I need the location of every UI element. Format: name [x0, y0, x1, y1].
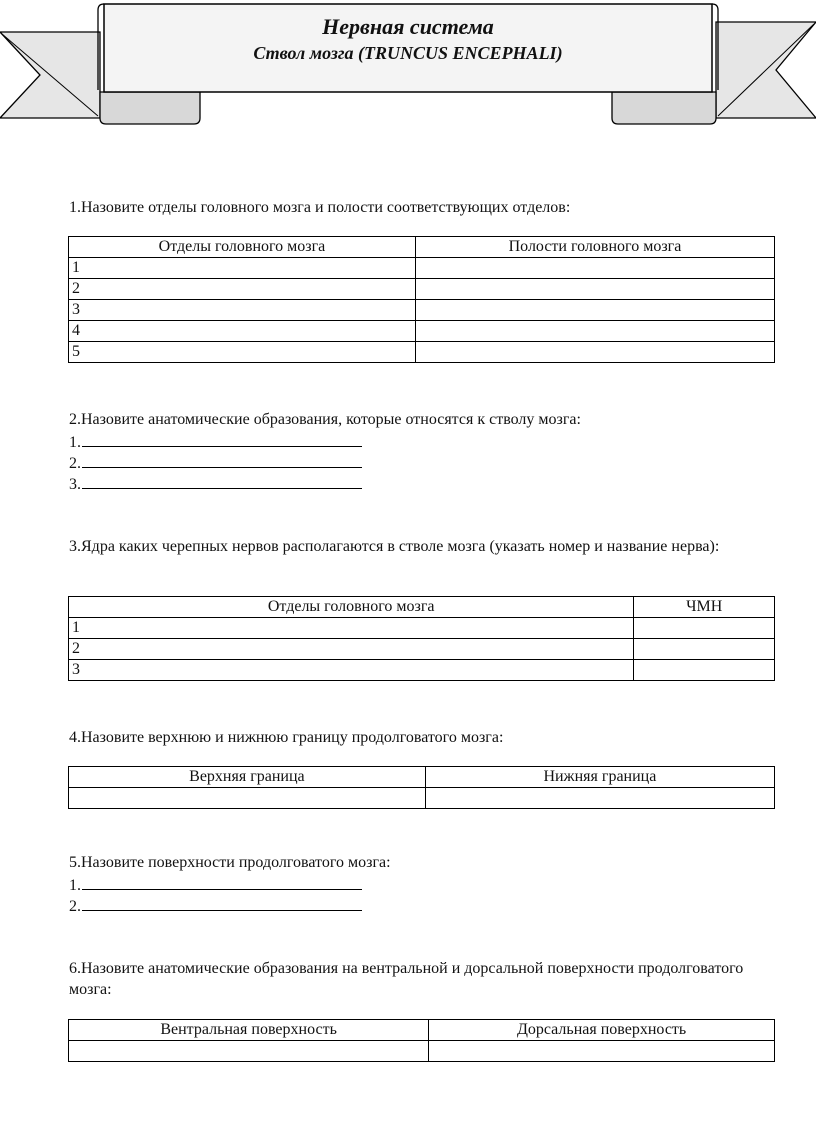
answer-cell[interactable] — [429, 1041, 775, 1062]
line-number: 1. — [69, 434, 81, 451]
page-title: Нервная система — [322, 14, 494, 39]
table-row — [69, 639, 775, 660]
answer-cell[interactable] — [69, 788, 426, 809]
table-header: Отделы головного мозга — [69, 237, 416, 258]
blank-line[interactable] — [82, 895, 362, 911]
table-row — [69, 1041, 775, 1062]
table-q6 — [68, 1019, 775, 1062]
table-header: Отделы головного мозга — [69, 597, 634, 618]
table-row — [69, 300, 775, 321]
question-6: 6.Назовите анатомические образования на вентральной и дорсальной поверхности продолговатого мозга: — [69, 960, 744, 998]
table-row — [69, 321, 775, 342]
answer-cell[interactable] — [425, 788, 774, 809]
row-number: 3 — [69, 660, 634, 681]
line-number: 2. — [69, 455, 81, 472]
question-4: 4.Назовите верхнюю и нижнюю границу продолговатого мозга: — [69, 729, 504, 746]
table-q3 — [68, 596, 775, 681]
answer-cell[interactable] — [634, 660, 775, 681]
answer-line[interactable] — [69, 473, 362, 495]
table-row — [69, 279, 775, 300]
blank-line[interactable] — [82, 473, 362, 489]
answer-cell[interactable] — [415, 279, 774, 300]
table-row — [69, 618, 775, 639]
answer-line[interactable] — [69, 431, 362, 453]
question-2: 2.Назовите анатомические образования, которые относятся к стволу мозга: — [69, 411, 581, 428]
blank-line[interactable] — [82, 452, 362, 468]
table-row — [69, 342, 775, 363]
row-number: 2 — [69, 279, 416, 300]
table-header: Вентральная поверхность — [69, 1020, 429, 1041]
answer-cell[interactable] — [415, 300, 774, 321]
question-5: 5.Назовите поверхности продолговатого мозга: — [69, 854, 391, 871]
table-header: Верхняя граница — [69, 767, 426, 788]
answer-line[interactable] — [69, 895, 362, 917]
table-header: Дорсальная поверхность — [429, 1020, 775, 1041]
answer-cell[interactable] — [69, 1041, 429, 1062]
line-number: 3. — [69, 476, 81, 493]
title-banner — [0, 0, 816, 130]
page-subtitle: Ствол мозга (TRUNCUS ENCEPHALI) — [253, 43, 563, 63]
table-q4 — [68, 766, 775, 809]
question-1: 1.Назовите отделы головного мозга и полости соответствующих отделов: — [69, 199, 571, 216]
row-number: 1 — [69, 258, 416, 279]
row-number: 1 — [69, 618, 634, 639]
table-header: Нижняя граница — [425, 767, 774, 788]
answer-cell[interactable] — [415, 321, 774, 342]
line-number: 2. — [69, 898, 81, 915]
table-header: ЧМН — [634, 597, 775, 618]
table-q1 — [68, 236, 775, 363]
answer-cell[interactable] — [415, 258, 774, 279]
answer-line[interactable] — [69, 452, 362, 474]
row-number: 4 — [69, 321, 416, 342]
answer-line[interactable] — [69, 874, 362, 896]
blank-line[interactable] — [82, 874, 362, 890]
row-number: 5 — [69, 342, 416, 363]
table-row — [69, 660, 775, 681]
answer-cell[interactable] — [634, 639, 775, 660]
answer-cell[interactable] — [634, 618, 775, 639]
table-header: Полости головного мозга — [415, 237, 774, 258]
table-row — [69, 788, 775, 809]
row-number: 2 — [69, 639, 634, 660]
line-number: 1. — [69, 877, 81, 894]
row-number: 3 — [69, 300, 416, 321]
table-row — [69, 258, 775, 279]
question-3: 3.Ядра каких черепных нервов располагаются в стволе мозга (указать номер и название нерва): — [69, 538, 720, 555]
answer-cell[interactable] — [415, 342, 774, 363]
blank-line[interactable] — [82, 431, 362, 447]
